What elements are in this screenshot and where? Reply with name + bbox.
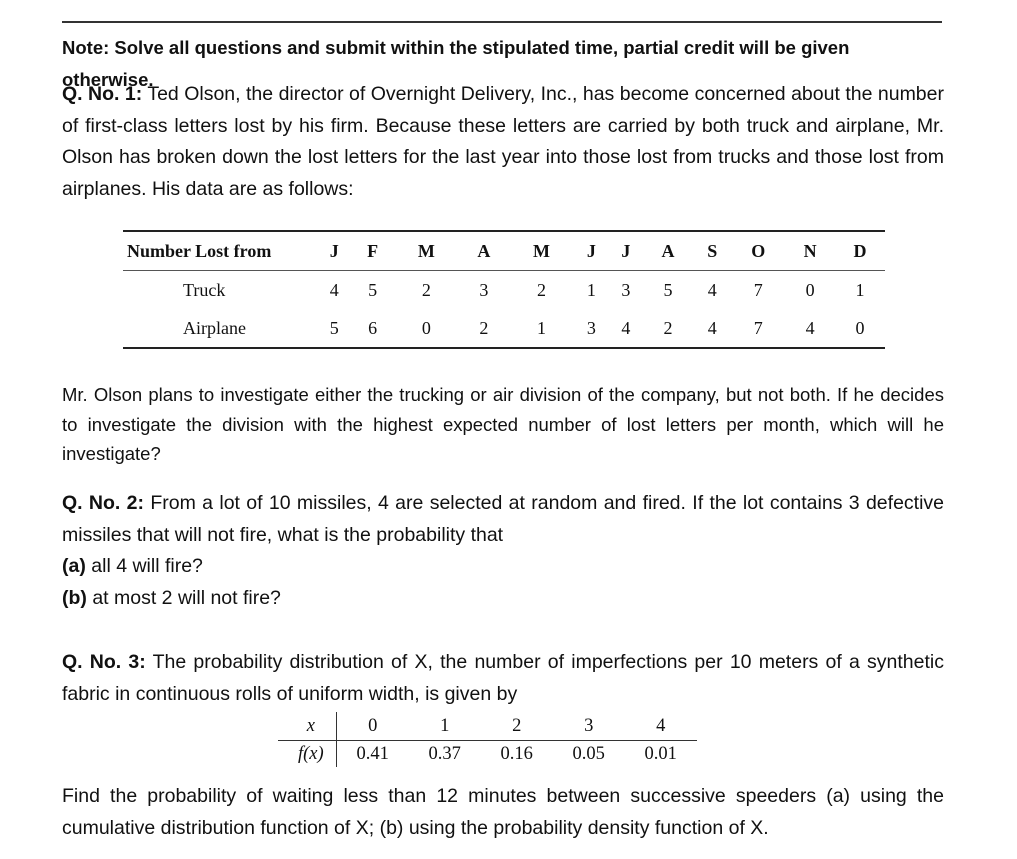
x-value: 1 [440, 716, 450, 736]
question-2-label: Q. No. 2: [62, 492, 145, 514]
fx-value: 0.16 [481, 741, 553, 768]
table-cell: 3 [621, 279, 631, 300]
question-1-text: Ted Olson, the director of Overnight Delivery, Inc., has become concerned about the number of first-class letters lost by his firm. Because these letters are carried by both truck and airplane, Mr. Olson has broken down the lost letters for the last year into those lost from trucks and those lost from airplanes. His data are as follows: [62, 83, 944, 200]
x-value: 3 [584, 716, 594, 736]
part-b-label: (b) [62, 586, 87, 609]
table-cell: 7 [731, 309, 785, 348]
table-cell: 4 [707, 279, 717, 300]
question-3-followup: Find the probability of waiting less than 12 minutes between successive speeders (a) using the cumulative distribution function of X; (b) using the probability density function of X. [62, 785, 944, 839]
table-cell: 5 [317, 309, 352, 348]
month-header: A [459, 231, 509, 271]
month-header: S [693, 231, 731, 271]
fx-function-label: f(x) [278, 741, 336, 768]
month-header: A [643, 231, 693, 271]
question-2-stem [62, 488, 944, 551]
question-2-part-b [62, 583, 944, 615]
table-cell: 5 [663, 279, 673, 300]
x-values-row [278, 712, 697, 741]
table-cell: 2 [421, 279, 431, 300]
month-header: J [609, 231, 644, 271]
table-cell: 1 [509, 309, 574, 348]
x-value: 4 [656, 716, 666, 736]
table-cell: 1 [586, 279, 596, 300]
month-header: J [317, 231, 352, 271]
x-variable-label: x [278, 712, 336, 741]
table-cell: 2 [643, 309, 693, 348]
fx-value: 0.41 [336, 741, 409, 768]
probability-distribution-table [278, 712, 697, 767]
question-3-label: Q. No. 3: [62, 651, 146, 673]
top-divider [62, 21, 942, 23]
table-cell: 6 [352, 309, 394, 348]
table-cell: 3 [479, 279, 489, 300]
part-b-text: at most 2 will not fire? [86, 586, 281, 609]
table-cell: 4 [609, 309, 644, 348]
table-cell: 4 [785, 309, 835, 348]
fx-value: 0.37 [409, 741, 481, 768]
lost-letters-header-row [123, 231, 885, 271]
month-header: J [574, 231, 609, 271]
row-label: Truck [183, 279, 226, 300]
question-2-part-a [62, 551, 944, 583]
question-2-text: From a lot of 10 missiles, 4 are selected at random and fired. If the lot contains 3 defective missiles that will not fire, what is the probability that [62, 492, 945, 546]
row-label: Airplane [123, 309, 317, 348]
x-value: 2 [512, 716, 522, 736]
table-cell: 7 [753, 279, 763, 300]
fx-values-row [278, 741, 697, 768]
table-cell: 0 [835, 309, 885, 348]
table-row-airplane [123, 309, 885, 348]
question-3 [62, 647, 944, 710]
table-cell: 3 [574, 309, 609, 348]
table-cell: 4 [329, 279, 339, 300]
month-header: N [785, 231, 835, 271]
table-cell: 0 [805, 279, 815, 300]
fx-value: 0.01 [625, 741, 697, 768]
month-header: O [731, 231, 785, 271]
question-1 [62, 79, 944, 205]
month-header: M [394, 231, 459, 271]
note-text: Note: Solve all questions and submit within the stipulated time, partial credit will be given otherwise. [62, 37, 850, 90]
month-header: F [352, 231, 394, 271]
table-cell: 1 [855, 279, 865, 300]
x-value: 0 [368, 716, 378, 736]
table-row-truck [123, 271, 885, 310]
question-2 [62, 488, 944, 614]
question-1-followup: Mr. Olson plans to investigate either the trucking or air division of the company, but not both. If he decides to investigate the division with the highest expected number of lost letters per month, which will he investigate? [62, 384, 944, 464]
fx-value: 0.05 [553, 741, 625, 768]
question-3-text: The probability distribution of X, the number of imperfections per 10 meters of a synthetic fabric in continuous rolls of uniform width, is given by [62, 651, 945, 705]
table-cell: 4 [693, 309, 731, 348]
part-a-text: all 4 will fire? [85, 555, 203, 577]
table-cell: 5 [368, 279, 378, 300]
month-header: D [835, 231, 885, 271]
table-cell: 2 [536, 279, 546, 300]
part-a-label: (a) [62, 555, 86, 577]
question-1-label: Q. No. 1: [62, 83, 143, 105]
month-header: M [509, 231, 574, 271]
table-cell: 0 [394, 309, 459, 348]
table-header-label: Number Lost from [123, 231, 317, 271]
table-cell: 2 [459, 309, 509, 348]
lost-letters-table [123, 230, 885, 349]
